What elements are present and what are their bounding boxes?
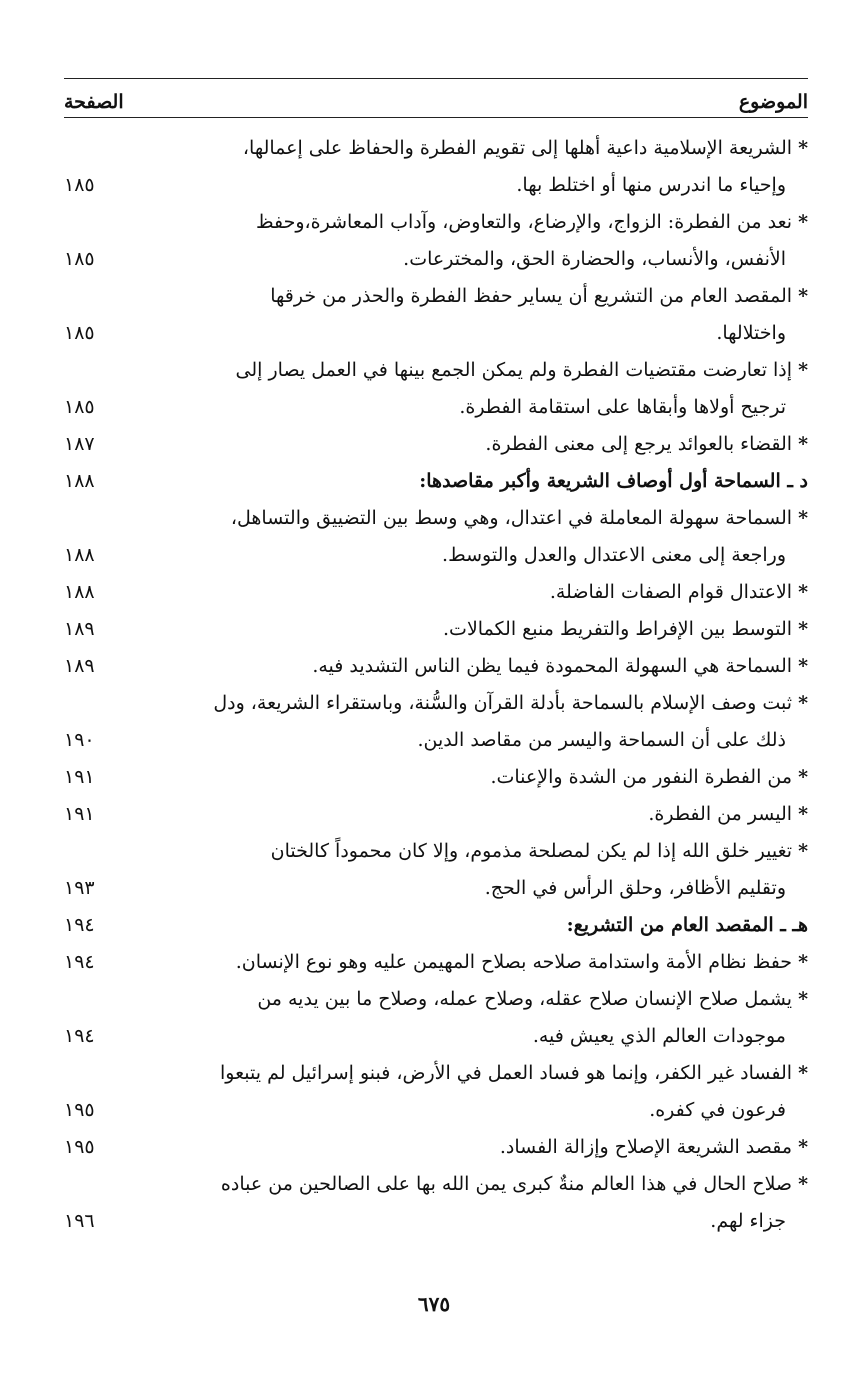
entry-line: جزاء لهم. xyxy=(710,1210,786,1232)
index-entry xyxy=(64,611,808,648)
entry-line: فرعون في كفره. xyxy=(649,1099,786,1121)
entry-page-number: ١٩٤ xyxy=(64,1025,95,1047)
entry-page-number: ١٩٦ xyxy=(64,1210,95,1232)
asterisk-icon: * xyxy=(798,618,808,640)
entry-text xyxy=(128,204,808,278)
entry-first-line xyxy=(140,130,808,167)
entry-text xyxy=(128,426,808,463)
index-entry xyxy=(64,352,808,426)
entry-line: السماحة سهولة المعاملة في اعتدال، وهي وسط بين التضييق والتساهل، xyxy=(230,507,793,529)
entry-first-line xyxy=(140,426,808,463)
entry-line: من الفطرة النفور من الشدة والإعنات. xyxy=(490,766,793,788)
entry-text xyxy=(128,130,808,204)
entry-page-number: ١٩١ xyxy=(64,803,95,825)
index-entries xyxy=(64,130,808,1240)
index-entry xyxy=(64,833,808,907)
entry-page-number: ١٩١ xyxy=(64,766,95,788)
entry-line: د ـ السماحة أول أوصاف الشريعة وأكبر مقاصدها: xyxy=(419,470,808,492)
entry-line: وراجعة إلى معنى الاعتدال والعدل والتوسط. xyxy=(442,544,786,566)
entry-page-number: ١٨٩ xyxy=(64,618,95,640)
topic-column-header: الموضوع xyxy=(738,91,808,113)
asterisk-icon: * xyxy=(798,359,808,381)
entry-line: الأنفس، والأنساب، والحضارة الحق، والمخترعات. xyxy=(403,248,786,270)
entry-line: الفساد غير الكفر، وإنما هو فساد العمل في الأرض، فبنو إسرائيل لم يتبعوا xyxy=(220,1062,793,1084)
asterisk-icon: * xyxy=(798,137,808,159)
entry-line: ذلك على أن السماحة واليسر من مقاصد الدين. xyxy=(417,729,786,751)
entry-first-line xyxy=(140,574,808,611)
entry-text xyxy=(128,611,808,648)
entry-first-line xyxy=(140,204,808,241)
entry-first-line xyxy=(140,1129,808,1166)
entry-first-line xyxy=(140,352,808,389)
entry-text xyxy=(128,500,808,574)
index-entry xyxy=(64,981,808,1055)
entry-text xyxy=(128,907,808,944)
index-entry xyxy=(64,944,808,981)
entry-first-line xyxy=(140,1055,808,1092)
entry-text xyxy=(128,796,808,833)
entry-line: نعد من الفطرة: الزواج، والإرضاع، والتعاوض، وآداب المعاشرة،وحفظ xyxy=(255,211,793,233)
index-entry xyxy=(64,648,808,685)
index-entry xyxy=(64,759,808,796)
entry-first-line xyxy=(140,611,808,648)
section-heading xyxy=(64,907,808,944)
entry-text xyxy=(128,1166,808,1240)
entry-page-number: ١٨٥ xyxy=(64,174,95,196)
index-entry xyxy=(64,1055,808,1129)
asterisk-icon: * xyxy=(798,433,808,455)
entry-text xyxy=(128,1055,808,1129)
entry-first-line xyxy=(140,944,808,981)
entry-line: وإحياء ما اندرس منها أو اختلط بها. xyxy=(516,174,786,196)
entry-text xyxy=(128,944,808,981)
entry-first-line xyxy=(140,500,808,537)
entry-line: يشمل صلاح الإنسان صلاح عقله، وصلاح عمله، وصلاح ما بين يديه من xyxy=(257,988,793,1010)
entry-page-number: ١٨٥ xyxy=(64,322,95,344)
entry-line: ترجيح أولاها وأبقاها على استقامة الفطرة. xyxy=(459,396,786,418)
entry-line: القضاء بالعوائد يرجع إلى معنى الفطرة. xyxy=(485,433,793,455)
asterisk-icon: * xyxy=(798,285,808,307)
entry-page-number: ١٨٨ xyxy=(64,581,95,603)
entry-line: حفظ نظام الأمة واستدامة صلاحه بصلاح المهيمن عليه وهو نوع الإنسان. xyxy=(235,951,793,973)
index-entry xyxy=(64,500,808,574)
asterisk-icon: * xyxy=(798,581,808,603)
entry-page-number: ١٩٣ xyxy=(64,877,95,899)
entry-first-line xyxy=(140,833,808,870)
asterisk-icon: * xyxy=(798,766,808,788)
entry-line: صلاح الحال في هذا العالم منةٌ كبرى يمن الله بها على الصالحين من عباده xyxy=(220,1173,793,1195)
entry-text xyxy=(128,278,808,352)
entry-page-number: ١٨٩ xyxy=(64,655,95,677)
index-entry xyxy=(64,426,808,463)
entry-page-number: ١٩٤ xyxy=(64,914,95,936)
entry-line: تغيير خلق الله إذا لم يكن لمصلحة مذموم، وإلا كان محموداً كالختان xyxy=(270,840,793,862)
asterisk-icon: * xyxy=(798,507,808,529)
asterisk-icon: * xyxy=(798,988,808,1010)
asterisk-icon: * xyxy=(798,211,808,233)
entry-text xyxy=(128,574,808,611)
entry-line: وتقليم الأظافر، وحلق الرأس في الحج. xyxy=(484,877,786,899)
entry-line: الشريعة الإسلامية داعية أهلها إلى تقويم الفطرة والحفاظ على إعمالها، xyxy=(242,137,793,159)
entry-page-number: ١٨٧ xyxy=(64,433,95,455)
entry-text xyxy=(128,685,808,759)
index-entry xyxy=(64,574,808,611)
index-entry xyxy=(64,130,808,204)
entry-line: اليسر من الفطرة. xyxy=(648,803,793,825)
entry-line: واختلالها. xyxy=(716,322,786,344)
entry-page-number: ١٨٥ xyxy=(64,396,95,418)
table-header xyxy=(64,78,808,118)
entry-line: ثبت وصف الإسلام بالسماحة بأدلة القرآن والسُّنة، وباستقراء الشريعة، ودل xyxy=(213,692,793,714)
entry-text xyxy=(128,1129,808,1166)
entry-line: التوسط بين الإفراط والتفريط منبع الكمالات. xyxy=(443,618,793,640)
entry-text xyxy=(128,981,808,1055)
entry-text xyxy=(128,463,808,500)
entry-page-number: ١٩٥ xyxy=(64,1099,95,1121)
asterisk-icon: * xyxy=(798,840,808,862)
index-page xyxy=(64,78,808,1338)
entry-text xyxy=(128,352,808,426)
asterisk-icon: * xyxy=(798,803,808,825)
entry-first-line xyxy=(140,685,808,722)
index-entry xyxy=(64,685,808,759)
entry-first-line xyxy=(140,759,808,796)
entry-first-line xyxy=(140,278,808,315)
entry-line: المقصد العام من التشريع أن يساير حفظ الفطرة والحذر من خرقها xyxy=(270,285,793,307)
asterisk-icon: * xyxy=(798,1173,808,1195)
asterisk-icon: * xyxy=(798,1062,808,1084)
index-entry xyxy=(64,796,808,833)
entry-first-line xyxy=(140,648,808,685)
entry-text xyxy=(128,648,808,685)
entry-first-line xyxy=(140,981,808,1018)
entry-first-line xyxy=(140,796,808,833)
entry-line: إذا تعارضت مقتضيات الفطرة ولم يمكن الجمع بينها في العمل يصار إلى xyxy=(235,359,793,381)
entry-line: مقصد الشريعة الإصلاح وإزالة الفساد. xyxy=(499,1136,793,1158)
index-entry xyxy=(64,278,808,352)
entry-line: هـ ـ المقصد العام من التشريع: xyxy=(566,914,808,936)
entry-page-number: ١٩٠ xyxy=(64,729,95,751)
index-entry xyxy=(64,1166,808,1240)
entry-first-line xyxy=(140,907,808,944)
index-entry xyxy=(64,1129,808,1166)
entry-first-line xyxy=(140,463,808,500)
index-entry xyxy=(64,204,808,278)
entry-page-number: ١٩٥ xyxy=(64,1136,95,1158)
entry-text xyxy=(128,833,808,907)
entry-page-number: ١٨٥ xyxy=(64,248,95,270)
entry-line: موجودات العالم الذي يعيش فيه. xyxy=(532,1025,786,1047)
page-number: ٦٧٥ xyxy=(417,1292,451,1316)
entry-page-number: ١٨٨ xyxy=(64,544,95,566)
entry-line: الاعتدال قوام الصفات الفاضلة. xyxy=(549,581,793,603)
entry-page-number: ١٩٤ xyxy=(64,951,95,973)
asterisk-icon: * xyxy=(798,951,808,973)
entry-first-line xyxy=(140,1166,808,1203)
asterisk-icon: * xyxy=(798,692,808,714)
entry-text xyxy=(128,759,808,796)
page-column-header: الصفحة xyxy=(64,91,124,113)
section-heading xyxy=(64,463,808,500)
asterisk-icon: * xyxy=(798,1136,808,1158)
asterisk-icon: * xyxy=(798,655,808,677)
entry-line: السماحة هي السهولة المحمودة فيما يظن الناس التشديد فيه. xyxy=(312,655,793,677)
entry-page-number: ١٨٨ xyxy=(64,470,95,492)
